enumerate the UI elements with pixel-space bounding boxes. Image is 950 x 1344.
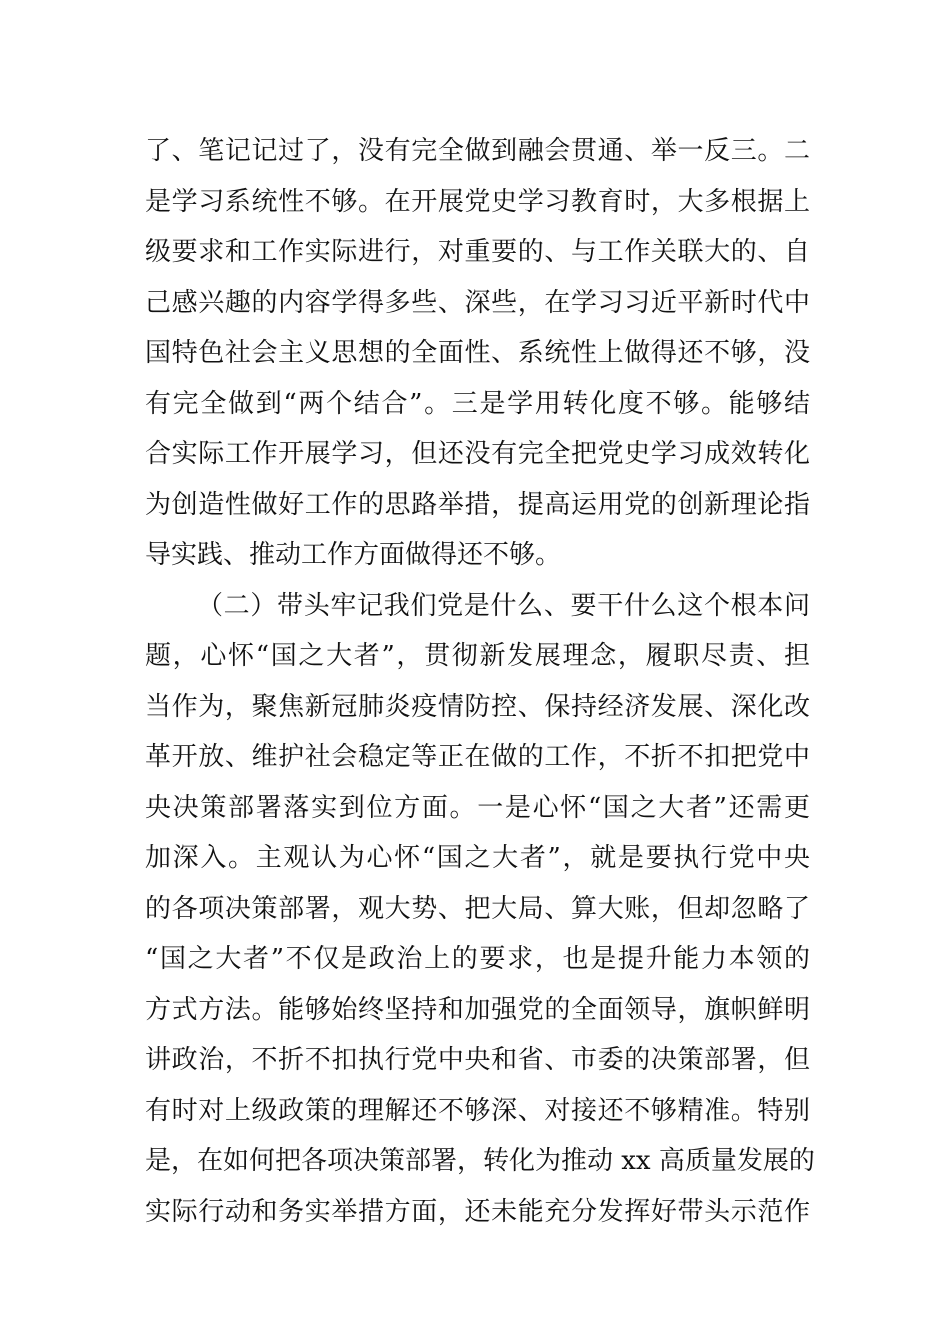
text-line: 的各项决策部署，观大势、把大局、算大账，但却忽略了: [145, 893, 810, 924]
text-line: 是，在如何把各项决策部署，转化为推动 xx 高质量发展的: [145, 1146, 815, 1176]
text-line: 方式方法。能够始终坚持和加强党的全面领导，旗帜鲜明: [145, 994, 810, 1025]
text-line: 是学习系统性不够。在开展党史学习教育时，大多根据上: [145, 186, 810, 217]
text-line: 实际行动和务实举措方面，还未能充分发挥好带头示范作: [145, 1196, 810, 1227]
text-line: 为创造性做好工作的思路举措，提高运用党的创新理论指: [145, 489, 810, 520]
text-line: 加深入。主观认为心怀“国之大者”，就是要执行党中央: [145, 843, 810, 873]
text-line: 合实际工作开展学习，但还没有完全把党史学习成效转化: [145, 439, 810, 469]
text-line: 己感兴趣的内容学得多些、深些，在学习习近平新时代中: [145, 287, 810, 318]
text-line: 级要求和工作实际进行，对重要的、与工作关联大的、自: [145, 237, 810, 267]
text-line: 国特色社会主义思想的全面性、系统性上做得还不够，没: [145, 338, 810, 368]
text-line: 题，心怀“国之大者”，贯彻新发展理念，履职尽责、担: [145, 641, 810, 671]
text-line: 当作为，聚焦新冠肺炎疫情防控、保持经济发展、深化改: [145, 691, 810, 722]
text-line-paragraph-start: （二）带头牢记我们党是什么、要干什么这个根本问: [197, 590, 810, 621]
body-text: [145, 126, 815, 1237]
text-line: 央决策部署落实到位方面。一是心怀“国之大者”还需更: [145, 792, 810, 823]
text-line: 有时对上级政策的理解还不够深、对接还不够精准。特别: [145, 1095, 810, 1126]
text-line: 革开放、维护社会稳定等正在做的工作，不折不扣把党中: [145, 742, 810, 772]
text-line: 有完全做到“两个结合”。三是学用转化度不够。能够结: [145, 388, 810, 419]
text-line: “国之大者”不仅是政治上的要求，也是提升能力本领的: [145, 944, 810, 974]
text-line: 了、笔记记过了，没有完全做到融会贯通、举一反三。二: [145, 136, 810, 166]
text-line: 讲政治，不折不扣执行党中央和省、市委的决策部署，但: [145, 1045, 810, 1075]
text-line-paragraph-end: 导实践、推动工作方面做得还不够。: [145, 540, 562, 570]
